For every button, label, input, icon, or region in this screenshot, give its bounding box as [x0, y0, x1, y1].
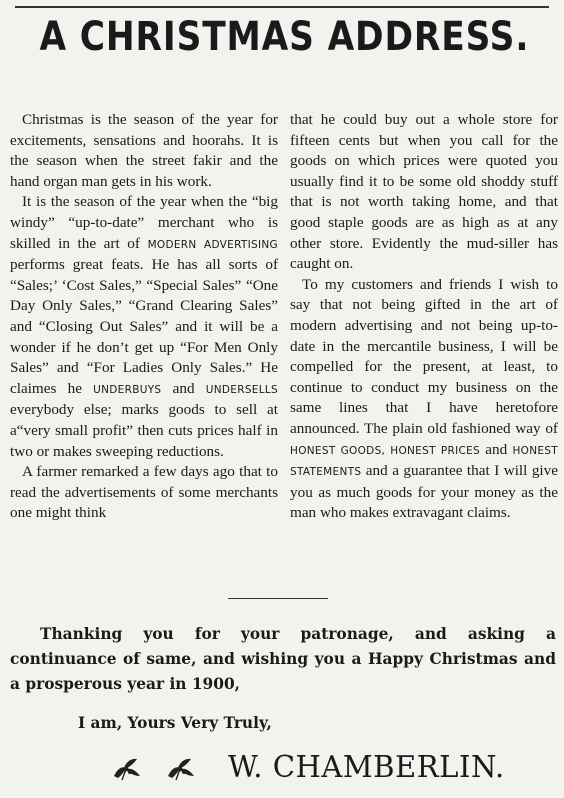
holly-ornament-icon: [164, 754, 200, 782]
small-caps-text: MODERN ADVERTISING: [147, 238, 278, 251]
salutation: I am, Yours Very Truly,: [78, 714, 272, 732]
text-run: and: [485, 440, 508, 458]
section-divider: [228, 598, 328, 599]
paragraph: [290, 275, 558, 524]
left-column: [10, 110, 278, 524]
text-run: everybody else; marks goods to sell at a“very small profit” then cuts prices half in two or makes sweeping reductions.: [10, 401, 278, 460]
page-title: A CHRISTMAS ADDRESS.: [39, 14, 530, 60]
signature-row: [110, 750, 513, 785]
small-caps-text: HONEST GOODS, HONEST PRICES: [290, 444, 481, 457]
article-body: [10, 110, 558, 524]
text-run: and a guarantee that I will give you as much goods for your money as the man who makes extravagant claims.: [290, 462, 558, 522]
closing-paragraph: Thanking you for your patronage, and asking a continuance of same, and wishing you a Happy Christmas and a prosperous year in 1900,: [10, 625, 556, 693]
paragraph: Christmas is the season of the year for excitements, sensations and hoorahs. It is the season when the street fakir and the hand organ man gets in his work.: [10, 111, 278, 190]
small-caps-text: UNDERSELLS: [205, 383, 278, 396]
text-run: performs great feats. He has all sorts of “Sales;’ ‘Cost Sales,” “Special Sales” “One Day Only Sales,” “Grand Clearing Sales” and “Closing Out Sales” and it will be a wonder if he don’t get up “For Men Only Sales” and “For Ladies Only Sales.” He claimes he: [10, 256, 278, 397]
text-run: and: [172, 379, 195, 397]
text-run: To my customers and friends I wish to say that not being gifted in the art of modern advertising and not being up-to-date in the mercantile business, I will be compelled for the present, at least, to continue to conduct my business on the same lines that I have heretofore announced. The plain old fashioned way of: [290, 275, 558, 437]
small-caps-text: UNDERBUYS: [93, 383, 162, 396]
paragraph: [10, 192, 278, 462]
signature: W. CHAMBERLIN.: [228, 750, 505, 785]
holly-ornament-icon: [110, 754, 146, 782]
text-run: It is the season of the year when the “big windy” “up-to-date” merchant who is skilled in the art of: [10, 193, 278, 252]
paragraph: A farmer remarked a few days ago that to read the advertisements of some merchants one might think: [10, 463, 278, 522]
small-caps-text: HONEST STATEMENTS: [290, 444, 558, 479]
top-rule: [15, 6, 549, 8]
right-column: [290, 110, 558, 524]
closing-message: [10, 622, 556, 697]
paragraph: that he could buy out a whole store for fifteen cents but when you call for the goods on which prices were quoted you usually find it to be some old shoddy stuff that is not worth taking home, and that good staple goods are as high as at any other store. Evidently the mud-siller has caught on.: [290, 111, 558, 273]
